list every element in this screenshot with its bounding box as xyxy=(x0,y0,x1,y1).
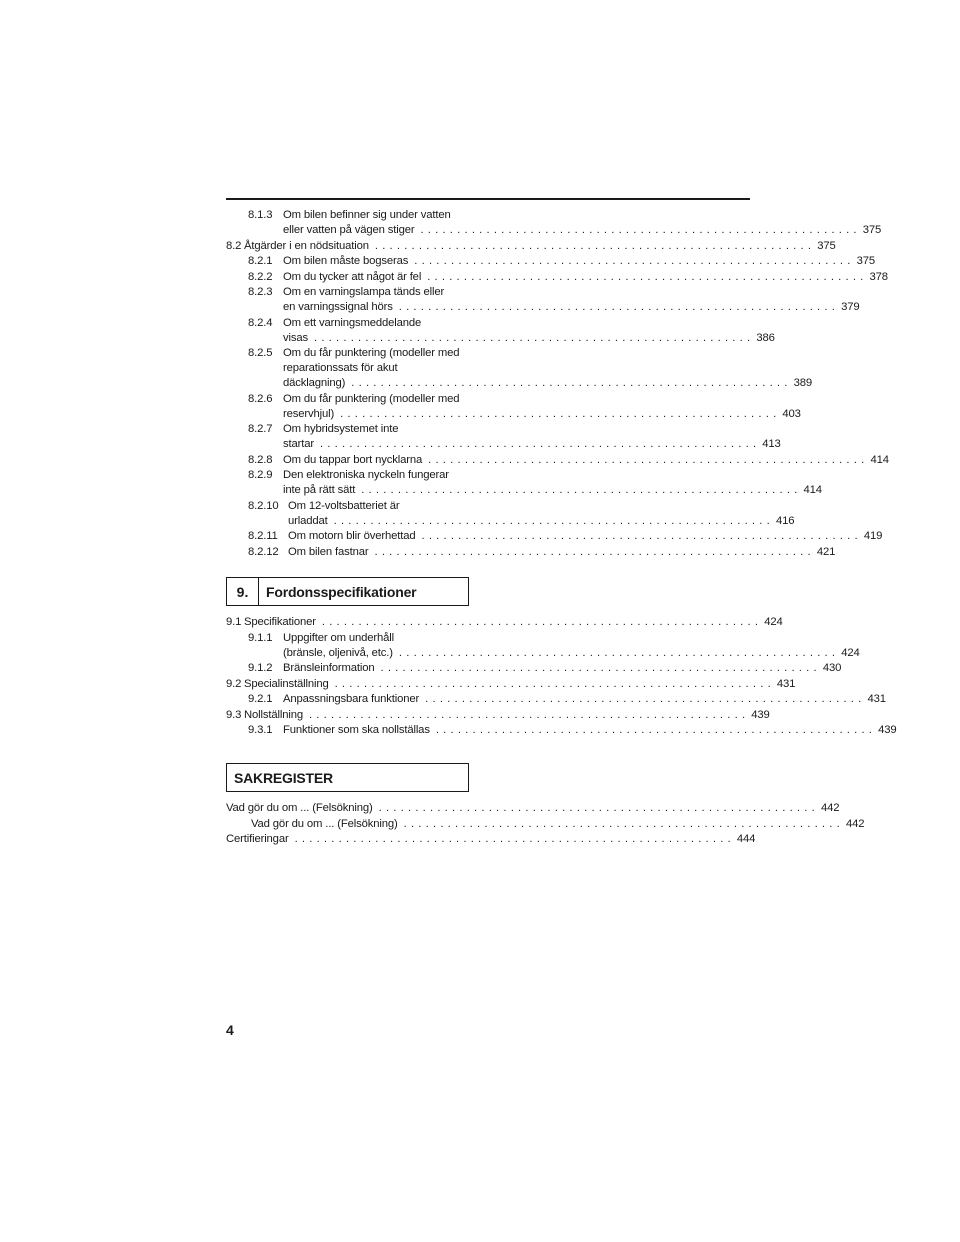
toc-entry[interactable] xyxy=(226,254,876,269)
toc-entry[interactable] xyxy=(226,270,888,285)
toc-dot-leader: ............................................................ xyxy=(421,530,862,542)
toc-entry-title-line: däcklagning) xyxy=(283,377,346,389)
index-heading-box xyxy=(226,763,469,792)
toc-dot-leader: ............................................................ xyxy=(308,708,750,721)
toc-entry-number: 9.1.1 xyxy=(248,631,273,644)
toc-entry-page: 378 xyxy=(869,270,888,283)
toc-entry-title-line: Specifikationer xyxy=(244,616,316,628)
toc-entry-number: 8.2.3 xyxy=(248,286,273,298)
toc-dot-leader: ............................................................ xyxy=(428,453,869,466)
toc-entry-title-line: Uppgifter om underhåll xyxy=(283,631,394,644)
toc-entry[interactable] xyxy=(226,677,796,692)
chapter-number: 9. xyxy=(227,578,259,605)
toc-entry[interactable] xyxy=(226,661,842,676)
toc-entry-page: 386 xyxy=(756,331,775,344)
toc-entry[interactable] xyxy=(226,832,756,847)
toc-dot-leader: ............................................................ xyxy=(321,616,763,628)
toc-entry-page: 375 xyxy=(862,224,882,236)
toc-entry[interactable] xyxy=(226,545,836,560)
toc-entry-title-line: Om du får punktering (modeller med xyxy=(283,347,460,359)
toc-entry-title-line: eller vatten på vägen stiger xyxy=(283,224,415,236)
toc-dot-leader: ............................................................ xyxy=(427,270,868,283)
toc-entry-title-line: Vad gör du om ... (Felsökning) xyxy=(226,802,373,814)
toc-entry-page: 414 xyxy=(803,484,822,496)
toc-entry[interactable] xyxy=(226,285,860,315)
toc-entry-page: 439 xyxy=(751,708,770,721)
toc-list-chapter-9 xyxy=(226,615,897,739)
toc-dot-leader: ............................................................ xyxy=(319,438,761,450)
toc-entry-number: 9.2.1 xyxy=(248,693,273,705)
toc-entry-page: 439 xyxy=(878,724,897,736)
toc-entry-number: 9.1.2 xyxy=(248,662,273,674)
toc-dot-leader: ............................................................ xyxy=(380,662,821,674)
toc-entry[interactable] xyxy=(226,708,770,723)
toc-entry[interactable] xyxy=(226,316,775,346)
toc-entry-number: 9.3 xyxy=(226,708,242,721)
toc-entry-title-line: Åtgärder i en nödsituation xyxy=(244,239,369,252)
toc-entry-page: 424 xyxy=(764,616,783,628)
toc-entry-number: 9.1 xyxy=(226,616,242,628)
toc-dot-leader: ............................................................ xyxy=(398,301,840,313)
toc-entry-title-line: Om du tycker att något är fel xyxy=(283,270,422,283)
toc-dot-leader: ............................................................ xyxy=(351,377,792,389)
toc-entry-number: 8.2.1 xyxy=(248,255,273,267)
toc-entry[interactable] xyxy=(226,346,812,391)
toc-dot-leader: ............................................................ xyxy=(374,545,815,558)
toc-entry-page: 416 xyxy=(775,514,795,527)
toc-entry-page: 419 xyxy=(863,530,883,542)
toc-entry-page: 442 xyxy=(845,817,865,830)
toc-dot-leader: ............................................................ xyxy=(435,724,877,736)
toc-entry[interactable] xyxy=(226,468,822,498)
toc-entry-title-line: Om du får punktering (modeller med xyxy=(283,392,460,405)
toc-entry[interactable] xyxy=(226,422,781,452)
toc-entry-title-line: Om du tappar bort nycklarna xyxy=(283,453,423,466)
toc-list-index xyxy=(226,801,865,848)
toc-entry-page: 431 xyxy=(776,677,796,690)
toc-entry-page: 430 xyxy=(822,662,842,674)
toc-entry-title-line: visas xyxy=(283,331,308,344)
toc-dot-leader: ............................................................ xyxy=(425,693,866,705)
toc-entry-title-line: Anpassningsbara funktioner xyxy=(283,693,420,705)
toc-entry-title-line: (bränsle, oljenivå, etc.) xyxy=(283,646,393,659)
toc-entry-page: 414 xyxy=(870,453,889,466)
toc-entry-title-line: reservhjul) xyxy=(283,407,335,420)
toc-entry-title-line: Om bilen måste bogseras xyxy=(283,255,409,267)
toc-entry-number: 8.2 xyxy=(226,239,242,252)
index-title: SAKREGISTER xyxy=(234,769,333,786)
toc-entry[interactable] xyxy=(226,392,801,422)
toc-entry[interactable] xyxy=(226,499,795,529)
toc-entry[interactable] xyxy=(226,817,865,832)
toc-entry-number: 8.2.9 xyxy=(248,469,273,481)
chapter-heading-box xyxy=(226,577,469,606)
toc-entry-title-line: en varningssignal hörs xyxy=(283,301,393,313)
toc-entry[interactable] xyxy=(226,631,860,661)
toc-entry-title-line: Den elektroniska nyckeln fungerar xyxy=(283,469,449,481)
toc-entry[interactable] xyxy=(226,239,836,254)
toc-entry-title-line: Funktioner som ska nollställas xyxy=(283,724,430,736)
toc-entry[interactable] xyxy=(226,208,882,238)
toc-list-chapter-8 xyxy=(226,208,889,560)
toc-entry-page: 379 xyxy=(841,301,860,313)
toc-entry-page: 442 xyxy=(820,802,840,814)
toc-entry-number: 8.2.11 xyxy=(248,530,278,542)
toc-entry-title-line: Om 12-voltsbatteriet är xyxy=(288,499,400,512)
toc-entry-number: 8.2.5 xyxy=(248,347,273,359)
toc-entry-title-line: Vad gör du om ... (Felsökning) xyxy=(251,817,398,830)
toc-entry[interactable] xyxy=(226,801,840,816)
header-rule xyxy=(226,198,750,200)
toc-entry-number: 8.2.6 xyxy=(248,392,273,405)
toc-entry-title-line: Om hybridsystemet inte xyxy=(283,423,399,435)
toc-entry-title-line: Specialinställning xyxy=(244,677,329,690)
toc-entry-page: 421 xyxy=(816,545,836,558)
toc-entry-number: 8.2.12 xyxy=(248,545,279,558)
toc-dot-leader: ............................................................ xyxy=(334,677,775,690)
toc-dot-leader: ............................................................ xyxy=(403,817,844,830)
toc-entry[interactable] xyxy=(226,453,889,468)
toc-entry-page: 403 xyxy=(782,407,801,420)
toc-entry-number: 8.1.3 xyxy=(248,209,273,221)
toc-entry[interactable] xyxy=(226,723,897,738)
toc-entry-title-line: Om en varningslampa tänds eller xyxy=(283,286,445,298)
page-number: 4 xyxy=(226,1022,234,1038)
toc-entry-number: 8.2.10 xyxy=(248,499,279,512)
toc-entry-number: 9.3.1 xyxy=(248,724,273,736)
toc-entry[interactable] xyxy=(226,692,886,707)
toc-entry-number: 9.2 xyxy=(226,677,242,690)
toc-entry-page: 389 xyxy=(793,377,812,389)
toc-entry-title-line: Nollställning xyxy=(244,708,303,721)
toc-entry-title-line: Certifieringar xyxy=(226,833,289,845)
toc-entry-page: 375 xyxy=(817,239,836,252)
toc-dot-leader: ............................................................ xyxy=(374,239,816,252)
toc-entry-title-line: inte på rätt sätt xyxy=(283,484,356,496)
toc-dot-leader: ............................................................ xyxy=(294,833,735,845)
toc-entry-page: 424 xyxy=(841,646,860,659)
toc-entry-page: 444 xyxy=(736,833,756,845)
toc-entry-title-line: Bränsleinformation xyxy=(283,662,375,674)
toc-entry-number: 8.2.7 xyxy=(248,423,273,435)
toc-entry-number: 8.2.8 xyxy=(248,453,273,466)
toc-entry[interactable] xyxy=(226,615,783,630)
toc-entry-title-line: Om motorn blir överhettad xyxy=(288,530,416,542)
toc-entry-title-line: reparationssats för akut xyxy=(283,362,398,374)
toc-dot-leader: ............................................................ xyxy=(314,331,755,344)
toc-entry-page: 413 xyxy=(762,438,781,450)
toc-dot-leader: ............................................................ xyxy=(414,255,855,267)
toc-entry-page: 431 xyxy=(867,693,886,705)
chapter-title: Fordonsspecifikationer xyxy=(266,583,417,600)
toc-entry[interactable] xyxy=(226,529,883,544)
toc-dot-leader: ............................................................ xyxy=(333,514,774,527)
toc-entry-number: 8.2.4 xyxy=(248,316,273,329)
toc-dot-leader: ............................................................ xyxy=(340,407,781,420)
toc-dot-leader: ............................................................ xyxy=(420,224,861,236)
toc-dot-leader: ............................................................ xyxy=(361,484,802,496)
toc-entry-title-line: Om bilen befinner sig under vatten xyxy=(283,209,451,221)
toc-entry-title-line: Om bilen fastnar xyxy=(288,545,369,558)
toc-entry-number: 8.2.2 xyxy=(248,270,273,283)
toc-entry-title-line: Om ett varningsmeddelande xyxy=(283,316,422,329)
toc-dot-leader: ............................................................ xyxy=(398,646,840,659)
toc-entry-page: 375 xyxy=(856,255,876,267)
toc-entry-title-line: urladdat xyxy=(288,514,328,527)
toc-entry-title-line: startar xyxy=(283,438,314,450)
toc-dot-leader: ............................................................ xyxy=(378,802,819,814)
